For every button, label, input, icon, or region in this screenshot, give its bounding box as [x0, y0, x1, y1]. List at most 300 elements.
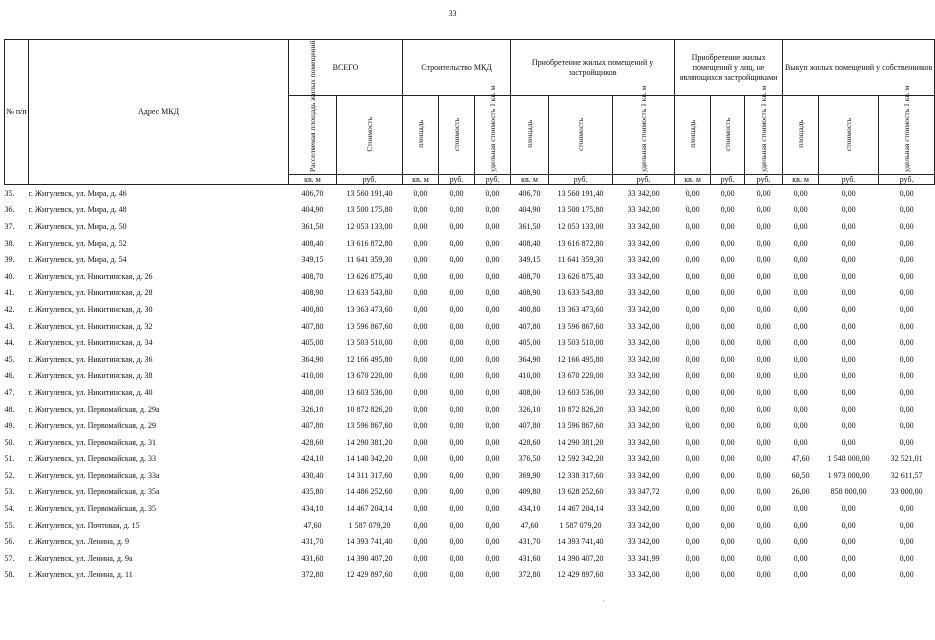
- header-num: № п/п: [5, 40, 29, 185]
- row-value: 0,00: [449, 504, 464, 514]
- row-value: 404,90: [518, 205, 541, 215]
- row-value: 13 596 867,60: [346, 321, 393, 331]
- header-sub-label: удельная стоимость 1 кв. м: [488, 85, 498, 172]
- row-value: 0,00: [841, 304, 856, 314]
- row-value: 32 611,57: [890, 470, 923, 480]
- row-address: г. Жигулевск, ул. Мира, д. 50: [28, 221, 127, 231]
- row-value: 0,00: [756, 271, 771, 281]
- row-value: 0,00: [485, 437, 500, 447]
- row-value: 0,00: [413, 238, 428, 248]
- table-row: [5, 384, 935, 401]
- row-value: 0,00: [685, 537, 700, 547]
- row-value: 33 342,00: [627, 238, 660, 248]
- row-value: 0,00: [413, 205, 428, 215]
- row-value: 428,60: [301, 437, 324, 447]
- row-value: 10 872 826,20: [346, 404, 393, 414]
- row-value: 12 166 495,80: [557, 354, 604, 364]
- row-value: 0,00: [449, 271, 464, 281]
- row-value: 0,00: [756, 553, 771, 563]
- row-address: г. Жигулевск, ул. Первомайская, д. 35а: [28, 487, 160, 497]
- row-value: 0,00: [413, 437, 428, 447]
- row-value: 33 341,99: [627, 553, 660, 563]
- table-row: [5, 185, 935, 202]
- row-value: 14 393 741,40: [346, 537, 393, 547]
- row-address: г. Жигулевск, ул. Мира, д. 52: [28, 238, 127, 248]
- row-value: 0,00: [485, 404, 500, 414]
- row-address: г. Жигулевск, ул. Никитинская, д. 34: [28, 338, 153, 348]
- row-value: 0,00: [685, 504, 700, 514]
- row-value: 1 548 000,00: [827, 454, 870, 464]
- row-number: 40.: [4, 271, 15, 281]
- row-value: 14 311 317,60: [346, 470, 393, 480]
- row-value: 0,00: [899, 553, 914, 563]
- page-number: 33: [448, 9, 457, 18]
- header-sub: [613, 85, 675, 175]
- mkd-table: [4, 39, 935, 583]
- row-value: 13 670 220,00: [557, 371, 604, 381]
- row-address: г. Жигулевск, ул. Мира, д. 54: [28, 255, 127, 265]
- header-sub-label: площадь: [416, 120, 426, 148]
- row-value: 0,00: [720, 520, 735, 530]
- row-value: 0,00: [413, 371, 428, 381]
- row-value: 0,00: [841, 570, 856, 580]
- row-value: 0,00: [413, 553, 428, 563]
- row-value: 0,00: [841, 371, 856, 381]
- header-sub: [403, 96, 439, 175]
- row-value: 33 342,00: [627, 404, 660, 414]
- row-value: 47,60: [520, 520, 539, 530]
- row-value: 0,00: [899, 371, 914, 381]
- row-value: 408,70: [301, 271, 324, 281]
- header-unit: руб.: [475, 175, 511, 185]
- row-value: 0,00: [485, 487, 500, 497]
- row-value: 0,00: [793, 354, 808, 364]
- header-group-buyout: Выкуп жилых помещений у собственников: [783, 40, 935, 96]
- row-value: 0,00: [720, 288, 735, 298]
- row-value: 0,00: [756, 205, 771, 215]
- row-number: 47.: [4, 387, 15, 397]
- row-value: 11 641 359,30: [346, 255, 393, 265]
- row-value: 431,70: [518, 537, 541, 547]
- row-value: 0,00: [899, 354, 914, 364]
- table-row: [5, 467, 935, 484]
- row-value: 0,00: [413, 487, 428, 497]
- row-number: 36.: [4, 205, 15, 215]
- row-number: 44.: [4, 338, 15, 348]
- row-value: 0,00: [685, 421, 700, 431]
- row-value: 0,00: [685, 371, 700, 381]
- row-value: 0,00: [841, 504, 856, 514]
- row-value: 12 166 495,80: [346, 354, 393, 364]
- row-number: 39.: [4, 255, 15, 265]
- row-value: 0,00: [841, 421, 856, 431]
- row-value: 0,00: [899, 221, 914, 231]
- row-value: 408,70: [518, 271, 541, 281]
- row-value: 326,10: [301, 404, 324, 414]
- row-value: 0,00: [841, 404, 856, 414]
- table-row: [5, 484, 935, 501]
- row-address: г. Жигулевск, ул. Ленина, д. 9а: [28, 553, 133, 563]
- header-group-total: ВСЕГО: [289, 40, 403, 96]
- row-address: г. Жигулевск, ул. Первомайская, д. 33: [28, 454, 156, 464]
- row-value: 0,00: [413, 504, 428, 514]
- row-value: 0,00: [899, 421, 914, 431]
- row-value: 0,00: [485, 570, 500, 580]
- row-value: 0,00: [685, 205, 700, 215]
- row-value: 430,40: [301, 470, 324, 480]
- row-value: 33 342,00: [627, 321, 660, 331]
- row-value: 0,00: [685, 304, 700, 314]
- row-value: 33 342,00: [627, 387, 660, 397]
- table-row: [5, 451, 935, 468]
- row-value: 13 500 175,80: [346, 205, 393, 215]
- table-row: [5, 351, 935, 368]
- row-value: 0,00: [485, 387, 500, 397]
- row-value: 0,00: [841, 537, 856, 547]
- row-number: 50.: [4, 437, 15, 447]
- header-unit: руб.: [745, 175, 783, 185]
- row-address: г. Жигулевск, ул. Ленина, д. 11: [28, 570, 133, 580]
- header-sub-label: стоимость: [844, 117, 854, 151]
- row-value: 410,00: [518, 371, 541, 381]
- header-sub: [879, 85, 935, 175]
- row-value: 435,80: [301, 487, 324, 497]
- row-value: 0,00: [899, 437, 914, 447]
- table-row: [5, 268, 935, 285]
- header-sub-label: площадь: [796, 120, 806, 148]
- row-value: 0,00: [413, 537, 428, 547]
- row-value: 407,80: [518, 421, 541, 431]
- row-value: 13 603 536,00: [557, 387, 604, 397]
- row-value: 0,00: [685, 221, 700, 231]
- header-sub-label: Стоимость: [365, 116, 374, 152]
- row-value: 364,90: [301, 354, 324, 364]
- header-sub: [439, 96, 475, 175]
- header-sub: [511, 96, 549, 175]
- row-number: 57.: [4, 553, 15, 563]
- table-row: [5, 550, 935, 567]
- row-value: 0,00: [720, 437, 735, 447]
- row-value: 0,00: [720, 271, 735, 281]
- row-value: 434,10: [301, 504, 324, 514]
- row-value: 0,00: [449, 304, 464, 314]
- row-number: 53.: [4, 487, 15, 497]
- row-value: 400,80: [518, 304, 541, 314]
- row-value: 0,00: [449, 454, 464, 464]
- row-value: 0,00: [793, 238, 808, 248]
- row-value: 33 342,00: [627, 188, 660, 198]
- row-value: 408,40: [518, 238, 541, 248]
- row-value: 0,00: [793, 321, 808, 331]
- table-row: [5, 567, 935, 584]
- row-value: 0,00: [756, 188, 771, 198]
- header-unit: кв. м: [289, 175, 337, 185]
- row-value: 0,00: [720, 421, 735, 431]
- row-value: 14 486 252,60: [346, 487, 393, 497]
- row-value: 13 616 872,80: [557, 238, 604, 248]
- row-value: 12 338 317,60: [557, 470, 604, 480]
- row-value: 13 633 543,80: [346, 288, 393, 298]
- row-value: 405,00: [301, 338, 324, 348]
- row-value: 12 429 897,60: [346, 570, 393, 580]
- row-address: г. Жигулевск, ул. Ленина, д. 9: [28, 537, 129, 547]
- row-value: 33 342,00: [627, 520, 660, 530]
- row-address: г. Жигулевск, ул. Первомайская, д. 31: [28, 437, 156, 447]
- row-value: 0,00: [485, 553, 500, 563]
- row-value: 0,00: [449, 421, 464, 431]
- header-sub-label: Расселяемая площадь жилых помещений: [308, 40, 317, 172]
- row-value: 361,50: [518, 221, 541, 231]
- row-value: 0,00: [756, 221, 771, 231]
- row-value: 0,00: [449, 371, 464, 381]
- row-value: 13 560 191,40: [346, 188, 393, 198]
- row-address: г. Жигулевск, ул. Почтовая, д. 15: [28, 520, 140, 530]
- row-value: 372,80: [518, 570, 541, 580]
- row-value: 14 390 407,20: [557, 553, 604, 563]
- row-value: 13 616 872,80: [346, 238, 393, 248]
- row-value: 0,00: [756, 288, 771, 298]
- table-row: [5, 202, 935, 219]
- row-value: 12 053 133,00: [557, 221, 604, 231]
- row-value: 0,00: [720, 371, 735, 381]
- row-value: 431,60: [301, 553, 324, 563]
- row-value: 0,00: [685, 338, 700, 348]
- row-value: 0,00: [485, 288, 500, 298]
- header-sub: [745, 85, 783, 175]
- row-value: 14 393 741,40: [557, 537, 604, 547]
- row-value: 0,00: [720, 205, 735, 215]
- row-value: 0,00: [793, 271, 808, 281]
- row-number: 55.: [4, 520, 15, 530]
- row-value: 0,00: [413, 470, 428, 480]
- row-value: 0,00: [449, 354, 464, 364]
- row-value: 0,00: [685, 487, 700, 497]
- row-value: 33 342,00: [627, 537, 660, 547]
- row-value: 13 626 875,40: [557, 271, 604, 281]
- row-value: 13 626 875,40: [346, 271, 393, 281]
- row-value: 0,00: [449, 470, 464, 480]
- row-value: 408,90: [301, 288, 324, 298]
- row-value: 0,00: [899, 504, 914, 514]
- header-group-non-developers: Приобретение жилых помещений у лиц, не являющихся застройщиками: [675, 40, 783, 96]
- row-value: 0,00: [449, 570, 464, 580]
- row-value: 0,00: [413, 570, 428, 580]
- header-unit: кв. м: [675, 175, 711, 185]
- row-value: 0,00: [485, 504, 500, 514]
- header-unit: кв. м: [403, 175, 439, 185]
- row-value: 0,00: [449, 321, 464, 331]
- row-value: 33 342,00: [627, 504, 660, 514]
- row-number: 56.: [4, 537, 15, 547]
- row-value: 409,80: [518, 487, 541, 497]
- row-value: 0,00: [449, 288, 464, 298]
- row-value: 14 467 204,14: [557, 504, 604, 514]
- row-value: 0,00: [841, 238, 856, 248]
- row-value: 0,00: [685, 404, 700, 414]
- row-value: 0,00: [756, 354, 771, 364]
- row-address: г. Жигулевск, ул. Первомайская, д. 29а: [28, 404, 160, 414]
- row-value: 0,00: [413, 421, 428, 431]
- row-value: 0,00: [449, 404, 464, 414]
- row-value: 0,00: [899, 304, 914, 314]
- row-value: 0,00: [685, 288, 700, 298]
- row-value: 14 290 381,20: [557, 437, 604, 447]
- row-value: 0,00: [899, 404, 914, 414]
- row-value: 0,00: [841, 553, 856, 563]
- row-address: г. Жигулевск, ул. Первомайская, д. 35: [28, 504, 156, 514]
- row-value: 0,00: [793, 188, 808, 198]
- row-value: 349,15: [518, 255, 541, 265]
- row-value: 0,00: [685, 520, 700, 530]
- row-value: 33 342,00: [627, 437, 660, 447]
- row-value: 47,60: [791, 454, 810, 464]
- row-value: 13 596 867,60: [557, 321, 604, 331]
- row-value: 0,00: [793, 255, 808, 265]
- row-value: 14 467 204,14: [346, 504, 393, 514]
- row-value: 408,00: [518, 387, 541, 397]
- row-value: 0,00: [413, 271, 428, 281]
- row-value: 0,00: [793, 437, 808, 447]
- footnote-mark: ': [603, 600, 605, 606]
- row-number: 43.: [4, 321, 15, 331]
- row-value: 0,00: [756, 487, 771, 497]
- row-value: 349,15: [301, 255, 324, 265]
- row-number: 35.: [4, 188, 15, 198]
- row-value: 0,00: [413, 520, 428, 530]
- row-value: 33 342,00: [627, 255, 660, 265]
- header-sub: [711, 96, 745, 175]
- header-unit: руб.: [613, 175, 675, 185]
- row-address: г. Жигулевск, ул. Никитинская, д. 30: [28, 304, 153, 314]
- row-value: 0,00: [793, 338, 808, 348]
- row-value: 0,00: [720, 537, 735, 547]
- row-value: 406,70: [518, 188, 541, 198]
- header-group-construction: Строительство МКД: [403, 40, 511, 96]
- row-value: 0,00: [485, 255, 500, 265]
- row-value: 0,00: [720, 338, 735, 348]
- row-value: 1 587 079,20: [348, 520, 391, 530]
- row-value: 0,00: [720, 504, 735, 514]
- row-value: 0,00: [720, 553, 735, 563]
- row-value: 408,90: [518, 288, 541, 298]
- table-row: [5, 417, 935, 434]
- row-address: г. Жигулевск, ул. Никитинская, д. 38: [28, 371, 153, 381]
- row-value: 33 342,00: [627, 288, 660, 298]
- row-address: г. Жигулевск, ул. Первомайская, д. 29: [28, 421, 156, 431]
- row-value: 0,00: [793, 205, 808, 215]
- row-value: 0,00: [720, 404, 735, 414]
- row-value: 0,00: [413, 387, 428, 397]
- row-value: 0,00: [720, 221, 735, 231]
- row-value: 12 592 342,20: [557, 454, 604, 464]
- row-value: 13 596 867,60: [346, 421, 393, 431]
- row-value: 0,00: [720, 188, 735, 198]
- row-number: 51.: [4, 454, 15, 464]
- row-value: 0,00: [899, 238, 914, 248]
- row-value: 1 587 079,20: [559, 520, 602, 530]
- header-sub-label: стоимость: [723, 117, 733, 151]
- row-value: 0,00: [449, 221, 464, 231]
- row-value: 372,80: [301, 570, 324, 580]
- row-value: 0,00: [413, 221, 428, 231]
- row-value: 33 347,72: [627, 487, 660, 497]
- row-value: 0,00: [685, 321, 700, 331]
- row-value: 0,00: [899, 188, 914, 198]
- row-value: 0,00: [756, 387, 771, 397]
- row-address: г. Жигулевск, ул. Никитинская, д. 32: [28, 321, 153, 331]
- row-value: 407,80: [301, 321, 324, 331]
- row-value: 14 390 407,20: [346, 553, 393, 563]
- row-value: 13 500 175,80: [557, 205, 604, 215]
- row-value: 0,00: [841, 354, 856, 364]
- row-value: 0,00: [841, 205, 856, 215]
- row-value: 13 503 510,00: [346, 338, 393, 348]
- row-value: 434,10: [518, 504, 541, 514]
- row-value: 0,00: [413, 304, 428, 314]
- header-unit: руб.: [337, 175, 403, 185]
- row-address: г. Жигулевск, ул. Мира, д. 48: [28, 205, 127, 215]
- row-value: 0,00: [899, 271, 914, 281]
- row-value: 0,00: [685, 454, 700, 464]
- row-value: 0,00: [685, 387, 700, 397]
- row-value: 0,00: [720, 304, 735, 314]
- row-value: 0,00: [485, 537, 500, 547]
- row-value: 0,00: [756, 371, 771, 381]
- header-sub-label: площадь: [688, 120, 698, 148]
- row-value: 0,00: [485, 338, 500, 348]
- table-body: [5, 185, 935, 584]
- row-value: 0,00: [756, 520, 771, 530]
- row-value: 33 342,00: [627, 371, 660, 381]
- row-address: г. Жигулевск, ул. Никитинская, д. 40: [28, 387, 153, 397]
- row-value: 0,00: [449, 338, 464, 348]
- row-number: 42.: [4, 304, 15, 314]
- header-unit: кв. м: [783, 175, 819, 185]
- row-address: г. Жигулевск, ул. Никитинская, д. 28: [28, 288, 153, 298]
- row-value: 32 521,01: [890, 454, 923, 464]
- row-value: 326,10: [518, 404, 541, 414]
- row-value: 0,00: [720, 354, 735, 364]
- row-value: 0,00: [449, 238, 464, 248]
- row-value: 0,00: [793, 404, 808, 414]
- row-value: 361,50: [301, 221, 324, 231]
- row-value: 0,00: [899, 205, 914, 215]
- row-value: 60,50: [791, 470, 810, 480]
- row-value: 0,00: [413, 321, 428, 331]
- header-sub-label: удельная стоимость 1 кв. м: [902, 85, 912, 172]
- table-row: [5, 434, 935, 451]
- row-value: 13 670 220,00: [346, 371, 393, 381]
- header-unit: руб.: [549, 175, 613, 185]
- header-sub-label: удельная стоимость 1 кв. м: [759, 85, 769, 172]
- row-value: 0,00: [756, 437, 771, 447]
- row-value: 13 628 252,60: [557, 487, 604, 497]
- row-value: 33 342,00: [627, 354, 660, 364]
- row-value: 0,00: [756, 321, 771, 331]
- header-unit: руб.: [819, 175, 879, 185]
- row-value: 33 000,00: [890, 487, 923, 497]
- row-value: 33 342,00: [627, 205, 660, 215]
- row-value: 0,00: [793, 288, 808, 298]
- row-value: 0,00: [449, 553, 464, 563]
- row-value: 406,70: [301, 188, 324, 198]
- header-sub: [675, 96, 711, 175]
- row-value: 33 342,00: [627, 338, 660, 348]
- row-value: 428,60: [518, 437, 541, 447]
- row-value: 0,00: [756, 338, 771, 348]
- row-number: 52.: [4, 470, 15, 480]
- row-value: 14 290 381,20: [346, 437, 393, 447]
